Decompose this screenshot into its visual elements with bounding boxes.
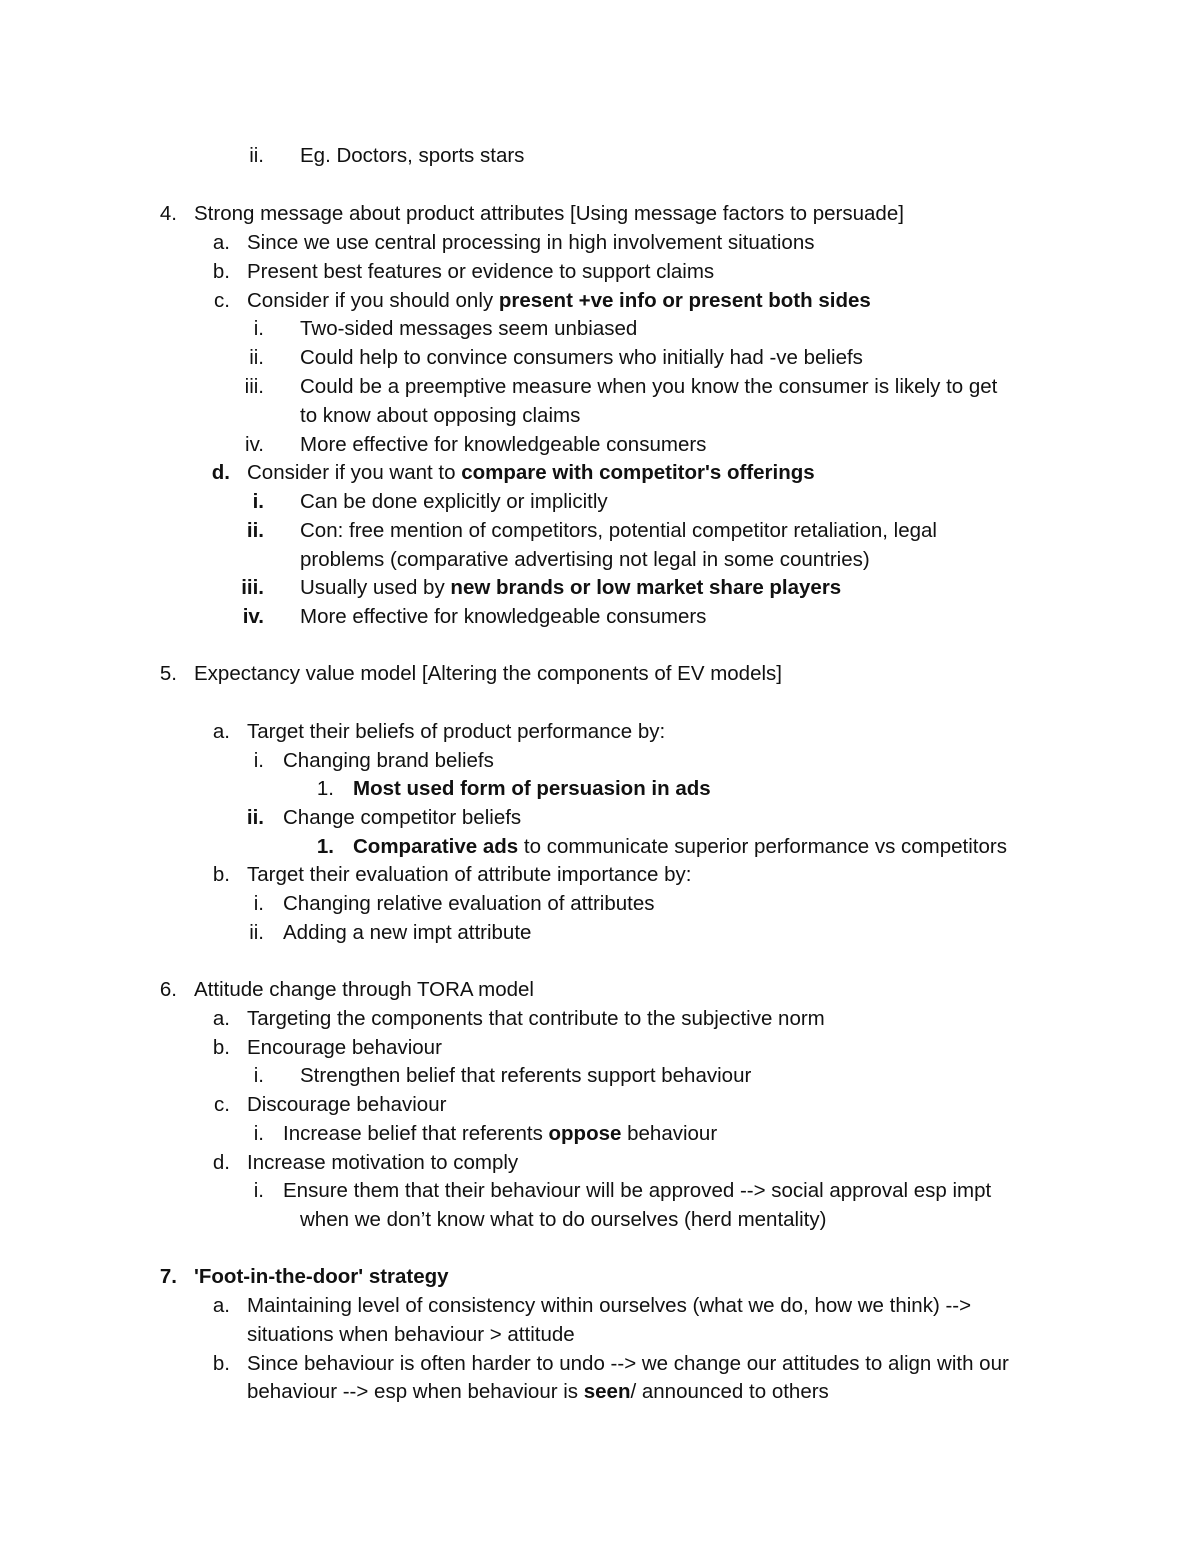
list-item-text — [247, 717, 665, 746]
bold-text-segment: oppose — [548, 1122, 622, 1145]
list-item-text — [194, 1262, 449, 1291]
text-segment: Adding a new impt attribute — [283, 921, 532, 944]
text-segment: Targeting the components that contribute to the subjective norm — [247, 1007, 825, 1030]
list-item-text — [283, 1176, 991, 1205]
text-segment: Con: free mention of competitors, potential competitor retaliation, legal — [300, 519, 937, 542]
list-item-text — [353, 832, 1007, 861]
list-marker: b. — [212, 260, 230, 283]
text-segment: Since we use central processing in high involvement situations — [247, 231, 815, 254]
list-marker: iii. — [241, 576, 264, 599]
bold-text-segment: present +ve info or present both sides — [498, 289, 871, 312]
list-item-text — [283, 803, 521, 832]
text-segment: Discourage behaviour — [247, 1093, 447, 1116]
bold-text-segment: compare with competitor's offerings — [461, 461, 815, 484]
list-item-text — [300, 602, 706, 631]
list-marker: i. — [252, 490, 264, 513]
text-segment: Consider if you want to — [247, 461, 462, 484]
bold-text-segment: Comparative ads — [353, 835, 519, 858]
list-item-text — [247, 257, 714, 286]
list-marker: 6. — [159, 978, 177, 1001]
bold-text-segment: 'Foot-in-the-door' strategy — [194, 1265, 449, 1288]
list-item-text — [300, 314, 637, 343]
list-marker: b. — [212, 1352, 230, 1375]
list-marker: a. — [212, 1294, 230, 1317]
text-segment: Usually used by — [300, 576, 451, 599]
text-segment: More effective for knowledgeable consumers — [300, 605, 707, 628]
text-segment: Consider if you should only — [247, 289, 499, 312]
list-marker: iv. — [245, 433, 264, 456]
list-item-text — [300, 343, 863, 372]
text-segment: Increase motivation to comply — [247, 1151, 519, 1174]
list-item-text — [247, 1090, 446, 1119]
list-marker: i. — [253, 749, 264, 772]
list-item-text — [300, 372, 997, 401]
list-marker: c. — [214, 1093, 230, 1116]
text-segment: Change competitor beliefs — [283, 806, 522, 829]
text-segment: Could help to convince consumers who initially had -ve beliefs — [300, 346, 863, 369]
text-segment: Eg. Doctors, sports stars — [300, 144, 525, 167]
text-segment: Attitude change through TORA model — [194, 978, 534, 1001]
bold-text-segment: new brands or low market share players — [450, 576, 842, 599]
list-item-text — [300, 401, 580, 430]
text-segment: Strong message about product attributes [Using message factors to persuade] — [194, 202, 904, 225]
list-marker: a. — [212, 720, 230, 743]
list-item-text — [247, 1291, 971, 1320]
list-marker: ii. — [249, 921, 264, 944]
text-segment: More effective for knowledgeable consumers — [300, 433, 707, 456]
text-segment: Could be a preemptive measure when you know the consumer is likely to get — [300, 375, 998, 398]
text-segment: Expectancy value model [Altering the components of EV models] — [194, 662, 782, 685]
text-segment: Changing brand beliefs — [283, 749, 494, 772]
list-marker: ii. — [249, 346, 264, 369]
list-item-text — [194, 659, 782, 688]
text-segment: / announced to others — [630, 1380, 829, 1403]
list-marker: a. — [212, 231, 230, 254]
text-segment: Can be done explicitly or implicitly — [300, 490, 608, 513]
list-item-text — [300, 487, 608, 516]
list-item-text — [247, 1349, 1009, 1378]
text-segment: Target their evaluation of attribute importance by: — [247, 863, 692, 886]
text-segment: Encourage behaviour — [247, 1036, 442, 1059]
list-item-text — [300, 1205, 826, 1234]
bold-text-segment: Most used form of persuasion in ads — [353, 777, 711, 800]
list-marker: d. — [211, 461, 230, 484]
list-marker: d. — [212, 1151, 230, 1174]
list-item-text — [300, 430, 706, 459]
text-segment: problems (comparative advertising not legal in some countries) — [300, 548, 870, 571]
list-marker: 4. — [159, 202, 177, 225]
list-item-text — [283, 918, 531, 947]
list-marker: iv. — [242, 605, 264, 628]
list-marker: 7. — [159, 1265, 177, 1288]
list-item-text — [283, 1119, 717, 1148]
list-marker: ii. — [249, 144, 264, 167]
list-item-text — [300, 141, 524, 170]
text-segment: Maintaining level of consistency within ourselves (what we do, how we think) --> — [247, 1294, 972, 1317]
list-item-text — [353, 774, 711, 803]
bold-text-segment: seen — [583, 1380, 631, 1403]
text-segment: Increase belief that referents — [283, 1122, 549, 1145]
list-item-text — [247, 228, 814, 257]
text-segment: Strengthen belief that referents support behaviour — [300, 1064, 752, 1087]
list-marker: ii. — [246, 806, 264, 829]
text-segment: to communicate superior performance vs competitors — [518, 835, 1007, 858]
list-marker: 1. — [316, 777, 334, 800]
list-marker: b. — [212, 863, 230, 886]
list-marker: i. — [253, 317, 264, 340]
list-item-text — [247, 860, 691, 889]
list-marker: ii. — [246, 519, 264, 542]
text-segment: situations when behaviour > attitude — [247, 1323, 575, 1346]
text-segment: behaviour --> esp when behaviour is — [247, 1380, 584, 1403]
list-item-text — [247, 1320, 575, 1349]
list-item-text — [247, 458, 815, 487]
list-item-text — [300, 573, 841, 602]
list-marker: b. — [212, 1036, 230, 1059]
text-segment: Target their beliefs of product performance by: — [247, 720, 666, 743]
list-item-text — [247, 1004, 825, 1033]
text-segment: Since behaviour is often harder to undo --> we change our attitudes to align with our — [247, 1352, 1009, 1375]
list-marker: iii. — [244, 375, 264, 398]
list-marker: i. — [253, 1064, 264, 1087]
list-marker: a. — [212, 1007, 230, 1030]
list-item-text — [300, 516, 937, 545]
list-item-text — [247, 1033, 442, 1062]
list-item-text — [300, 1061, 751, 1090]
list-item-text — [283, 889, 655, 918]
list-marker: i. — [253, 1179, 264, 1202]
text-segment: Changing relative evaluation of attributes — [283, 892, 655, 915]
list-marker: c. — [214, 289, 230, 312]
text-segment: when we don’t know what to do ourselves (herd mentality) — [300, 1208, 827, 1231]
text-segment: to know about opposing claims — [300, 404, 581, 427]
list-item-text — [283, 746, 494, 775]
list-item-text — [247, 1148, 518, 1177]
text-segment: Two-sided messages seem unbiased — [300, 317, 638, 340]
list-marker: 1. — [316, 835, 334, 858]
list-item-text — [194, 199, 904, 228]
text-segment: Ensure them that their behaviour will be approved --> social approval esp impt — [283, 1179, 992, 1202]
list-marker: 5. — [159, 662, 177, 685]
list-item-text — [300, 545, 870, 574]
text-segment: behaviour — [621, 1122, 718, 1145]
text-segment: Present best features or evidence to support claims — [247, 260, 715, 283]
list-item-text — [247, 286, 871, 315]
list-item-text — [194, 975, 534, 1004]
list-marker: i. — [253, 1122, 264, 1145]
list-marker: i. — [253, 892, 264, 915]
list-item-text — [247, 1377, 829, 1406]
